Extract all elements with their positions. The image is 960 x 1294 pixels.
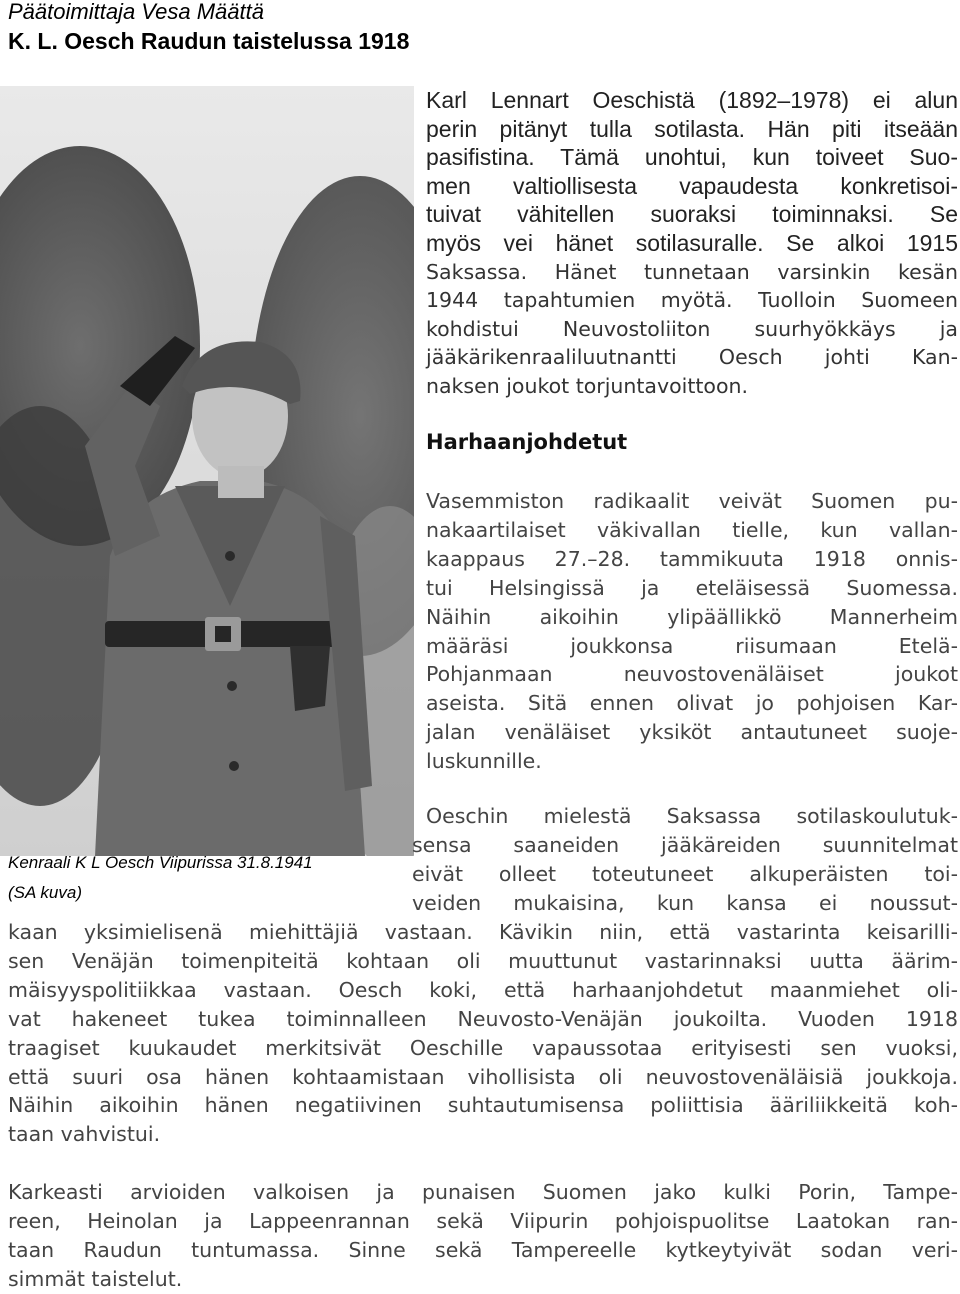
paragraph-line: Vasemmiston radikaalit veivät Suomen pu- [426, 489, 958, 513]
intro-line: pasifistina. Tämä unohtui, kun toiveet Suo- [426, 144, 958, 171]
paragraph-line: aseista. Sitä ennen olivat jo pohjoisen Kar- [426, 691, 958, 716]
paragraph-line: eivät olleet toteutuneet alkuperäisten toi- [412, 862, 958, 886]
intro-line: jääkärikenraaliluutnantti Oesch johti Kan- [426, 345, 958, 370]
intro-line: myös vei hänet sotilasuralle. Se alkoi 1915 [426, 229, 958, 256]
paragraph-line: traagiset kuukaudet merkitsivät Oeschille vapaussotaa erityisesti sen vuoksi, [8, 1035, 958, 1060]
paragraph-line: luskunnille. [426, 749, 542, 774]
paragraph-line: kaappaus 27.–28. tammikuuta 1918 onnis- [426, 546, 958, 571]
intro-line: tuivat vähitellen suoraksi toiminnaksi. Se [426, 201, 958, 228]
intro-line: Saksassa. Hänet tunnetaan varsinkin kesän [426, 259, 958, 284]
paragraph-line: taan vahvistui. [8, 1122, 161, 1147]
paragraph-line: Näihin aikoihin hänen negatiivinen suhtautumisensa poliittisia ääriliikkeitä koh- [8, 1093, 958, 1118]
section-heading: Harhaanjohdetut [426, 430, 628, 454]
paragraph-line: Näihin aikoihin ylipäällikkö Mannerheim [426, 604, 958, 629]
paragraph-line: jalan venäläiset yksiköt antautuneet suoje- [426, 720, 958, 745]
paragraph-line: tui Helsingissä ja eteläisessä Suomessa. [426, 575, 958, 600]
intro-line: Karl Lennart Oeschistä (1892–1978) ei alun [426, 87, 958, 113]
paragraph-line: määräsi joukkonsa riisumaan Etelä- [426, 633, 958, 658]
paragraph-line: Oeschin mielestä Saksassa sotilaskoulutuk- [426, 804, 958, 828]
paragraph-line: vat hakeneet tukea toiminnalleen Neuvosto-Venäjän joukoilta. Vuoden 1918 [8, 1006, 958, 1031]
paragraph-line: Pohjanmaan neuvostovenäläiset joukot [426, 662, 958, 687]
photo-illustration [0, 86, 414, 856]
editor-credit: Päätoimittaja Vesa Määttä [8, 0, 264, 24]
paragraph-3 [8, 1178, 958, 1294]
paragraph-line: simmät taistelut. [8, 1266, 183, 1291]
paragraph-2-wrap-lower [412, 860, 958, 918]
paragraph-line: kaan yksimielisenä miehittäjiä vastaan. Kävikin niin, että vastarinta keisarilli- [8, 920, 958, 944]
caption-line: Kenraali K L Oesch Viipurissa 31.8.1941 [8, 853, 313, 872]
paragraph-line: Karkeasti arvioiden valkoisen ja punaisen Suomen jako kulki Porin, Tampe- [8, 1180, 958, 1204]
paragraph-line: nakaartilaiset väkivallan tielle, kun vallan- [426, 517, 958, 542]
intro-line: perin pitänyt tulla sotilasta. Hän piti itseään [426, 115, 958, 142]
paragraph-line: reen, Heinolan ja Lappeenrannan sekä Viipurin pohjoispuolitse Laatokan ran- [8, 1208, 958, 1233]
saluting-officer-photo [0, 86, 414, 856]
paragraph-2-wrap [412, 802, 958, 860]
paragraph-line: mäisyyspolitiikkaa vastaan. Oesch koki, että harhaanjohdetut maanmiehet oli- [8, 977, 958, 1002]
paragraph-line: että suuri osa hänen kohtaamistaan vihollisista oli neuvostovenäläisiä joukkoja. [8, 1064, 958, 1089]
intro-line: men valtiollisesta vapaudesta konkretisoi- [426, 172, 958, 199]
paragraph-line: veiden mukaisina, kun kansa ei noussut- [412, 890, 958, 915]
photo-caption [8, 848, 313, 908]
paragraph-line: sensa saaneiden jääkäreiden suunnitelmat [412, 832, 958, 857]
paragraph-line: sen Venäjän toimenpiteitä kohtaan oli muuttunut vastarinnaksi uutta äärim- [8, 948, 958, 973]
intro-paragraph [426, 86, 958, 401]
intro-line: kohdistui Neuvostoliiton suurhyökkäys ja [426, 316, 958, 341]
caption-credit: (SA kuva) [8, 883, 83, 902]
intro-line: 1944 tapahtumien myötä. Tuolloin Suomeen [426, 288, 958, 313]
intro-line: naksen joukot torjuntavoittoon. [426, 373, 749, 398]
article-headline: K. L. Oesch Raudun taistelussa 1918 [8, 28, 410, 54]
paragraph-1 [426, 487, 958, 776]
paragraph-2 [8, 918, 958, 1149]
paragraph-line: taan Raudun tuntumassa. Sinne sekä Tampereelle kytkeytyivät sodan veri- [8, 1237, 958, 1262]
